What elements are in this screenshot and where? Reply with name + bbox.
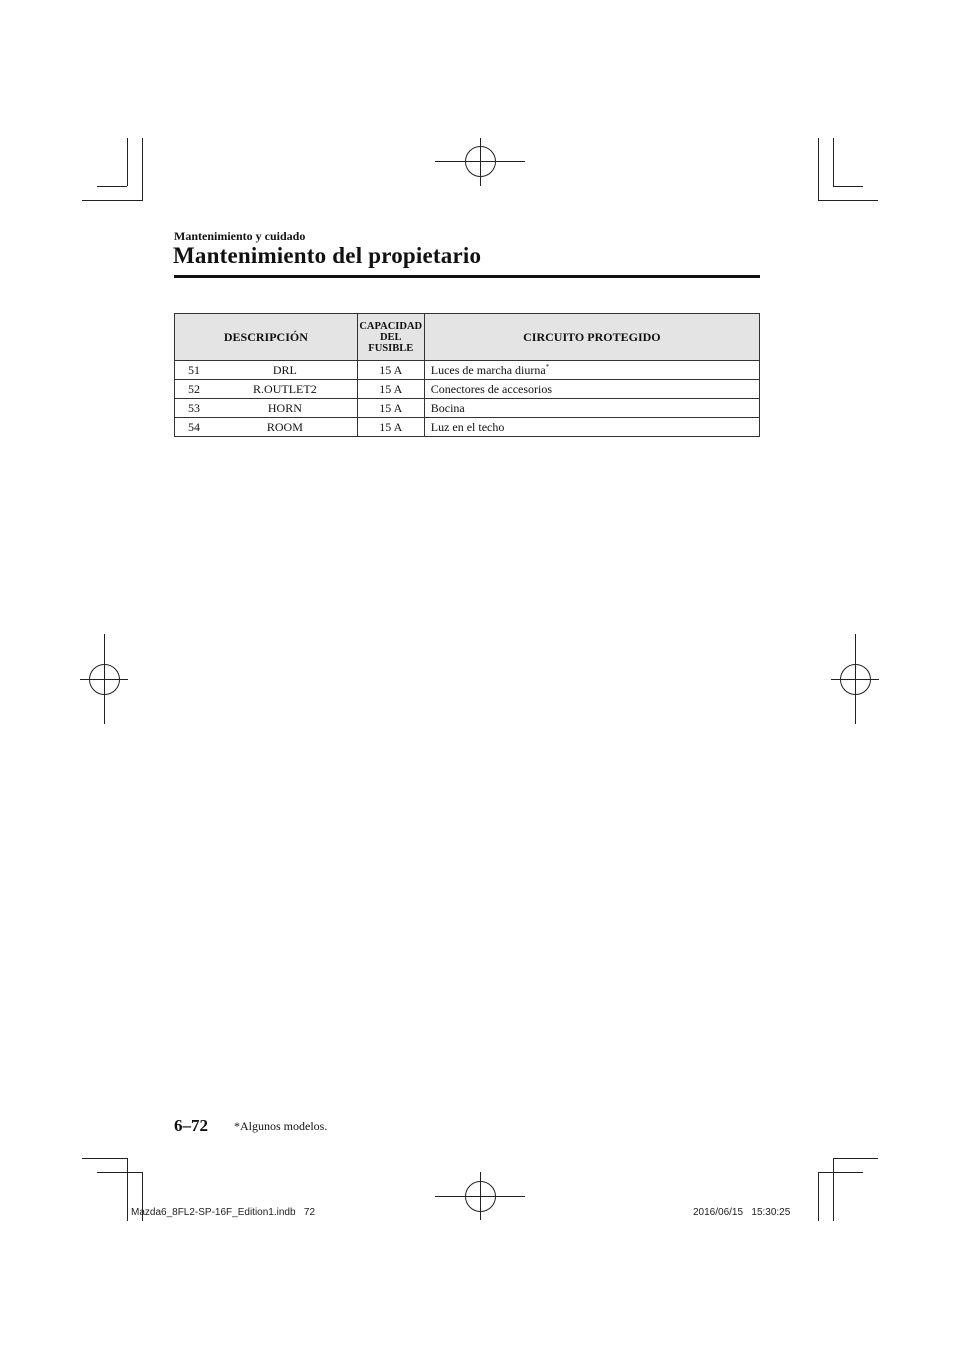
crop-mark-line (833, 186, 863, 187)
crop-mark-line (818, 200, 878, 201)
crop-mark-line (142, 138, 143, 201)
circuit-text: Luz en el techo (430, 419, 505, 434)
registration-circle (465, 1181, 496, 1212)
description-cell (175, 418, 358, 437)
header-capacity (357, 314, 424, 361)
registration-circle (89, 664, 120, 695)
header-description: DESCRIPCIÓN (175, 314, 358, 361)
header-capacity-line: DEL (379, 331, 402, 343)
fuse-amperage: 15 A (357, 399, 424, 418)
circuit-text: Luces de marcha diurna (430, 362, 546, 377)
circuit-cell (424, 418, 759, 437)
file-label: Mazda6_8FL2-SP-16F_Edition1.indb 72 (131, 1207, 316, 1218)
fuse-table (174, 313, 760, 437)
crop-mark-line (818, 1172, 819, 1221)
fuse-name: R.OUTLET2 (253, 381, 317, 396)
circuit-cell (424, 361, 759, 380)
description-cell (175, 380, 358, 399)
description-cell (175, 399, 358, 418)
section-label: Mantenimiento y cuidado (174, 229, 306, 243)
fuse-name: ROOM (266, 419, 303, 434)
page-title: Mantenimiento del propietario (173, 243, 482, 268)
fuse-number: 54 (188, 419, 200, 434)
header-capacity-line: FUSIBLE (368, 342, 414, 354)
crop-mark-line (97, 186, 127, 187)
crop-mark-line (82, 1158, 127, 1159)
registration-circle (840, 664, 871, 695)
header-capacity-line: CAPACIDAD (359, 320, 423, 332)
circuit-cell (424, 380, 759, 399)
header-circuit: CIRCUITO PROTEGIDO (424, 314, 759, 361)
table-row (175, 399, 760, 418)
description-cell (175, 361, 358, 380)
table-row (175, 380, 760, 399)
crop-mark-line (818, 1172, 863, 1173)
circuit-text: Conectores de accesorios (430, 381, 553, 396)
circuit-text: Bocina (430, 400, 465, 415)
crop-mark-line (127, 1158, 128, 1221)
fuse-number: 51 (188, 362, 200, 377)
timestamp-label: 2016/06/15 15:30:25 (693, 1207, 791, 1218)
crop-mark-line (833, 138, 834, 186)
table-row (175, 361, 760, 380)
crop-mark-line (833, 1158, 834, 1221)
fuse-name: DRL (272, 362, 297, 377)
fuse-name: HORN (267, 400, 302, 415)
crop-mark-line (833, 1158, 878, 1159)
page-number: 6–72 (174, 1116, 208, 1135)
fuse-amperage: 15 A (357, 380, 424, 399)
table-header-row (175, 314, 760, 361)
fuse-number: 53 (188, 400, 200, 415)
fuse-number: 52 (188, 381, 200, 396)
crop-mark-line (127, 138, 128, 186)
title-rule (174, 275, 760, 278)
footnote-mark: * (545, 362, 550, 371)
table-row (175, 418, 760, 437)
fuse-amperage: 15 A (357, 418, 424, 437)
crop-mark-line (82, 200, 142, 201)
registration-circle (465, 146, 496, 177)
footnote: *Algunos modelos. (234, 1119, 328, 1133)
fuse-amperage: 15 A (357, 361, 424, 380)
crop-mark-line (818, 138, 819, 201)
crop-mark-line (97, 1172, 142, 1173)
circuit-cell (424, 399, 759, 418)
